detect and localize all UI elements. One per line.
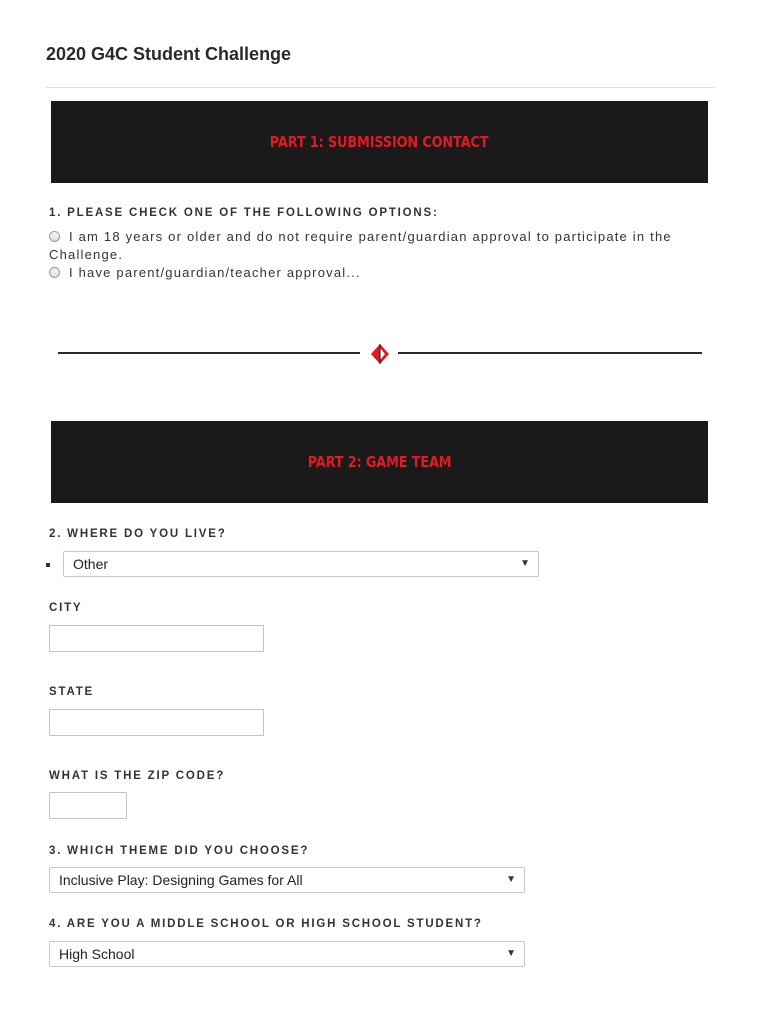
q1-option-approval-label: I have parent/guardian/teacher approval... bbox=[69, 265, 361, 280]
state-input[interactable] bbox=[49, 709, 264, 736]
part1-banner bbox=[51, 101, 708, 183]
school-level-select-value: High School bbox=[59, 946, 135, 962]
q1-option-adult[interactable] bbox=[49, 228, 699, 264]
q4-label: 4. ARE YOU A MIDDLE SCHOOL OR HIGH SCHOOL STUDENT? bbox=[49, 918, 483, 930]
q1-option-adult-label: I am 18 years or older and do not require parent/guardian approval to participate in the Challenge. bbox=[49, 229, 672, 262]
q3-label: 3. WHICH THEME DID YOU CHOOSE? bbox=[49, 845, 310, 857]
theme-select-value: Inclusive Play: Designing Games for All bbox=[59, 872, 303, 888]
radio-button[interactable] bbox=[49, 267, 60, 278]
state-label: STATE bbox=[49, 686, 94, 698]
city-label: CITY bbox=[49, 602, 83, 614]
school-level-select[interactable] bbox=[49, 941, 525, 967]
part1-banner-label: PART 1: SUBMISSION CONTACT bbox=[270, 133, 489, 151]
chevron-down-icon: ▼ bbox=[506, 874, 516, 885]
divider-line-right bbox=[398, 352, 702, 354]
part2-banner-label: PART 2: GAME TEAM bbox=[307, 453, 452, 471]
diamond-logo-icon bbox=[369, 343, 391, 365]
q1-label: 1. PLEASE CHECK ONE OF THE FOLLOWING OPTIONS: bbox=[49, 207, 439, 219]
city-input[interactable] bbox=[49, 625, 264, 652]
list-bullet bbox=[46, 563, 50, 567]
page-title: 2020 G4C Student Challenge bbox=[46, 44, 292, 64]
country-select[interactable] bbox=[63, 551, 539, 577]
q1-radio-group bbox=[49, 228, 699, 282]
divider-line-left bbox=[58, 352, 360, 354]
zip-label: WHAT IS THE ZIP CODE? bbox=[49, 770, 226, 782]
chevron-down-icon: ▼ bbox=[520, 558, 530, 569]
zip-input[interactable] bbox=[49, 792, 127, 819]
radio-button[interactable] bbox=[49, 231, 60, 242]
q2-label: 2. WHERE DO YOU LIVE? bbox=[49, 528, 227, 540]
part2-banner bbox=[51, 421, 708, 503]
section-divider bbox=[58, 343, 702, 363]
title-divider bbox=[46, 87, 715, 88]
chevron-down-icon: ▼ bbox=[506, 948, 516, 959]
theme-select[interactable] bbox=[49, 867, 525, 893]
country-select-value: Other bbox=[73, 556, 109, 572]
q1-option-approval[interactable] bbox=[49, 264, 699, 282]
